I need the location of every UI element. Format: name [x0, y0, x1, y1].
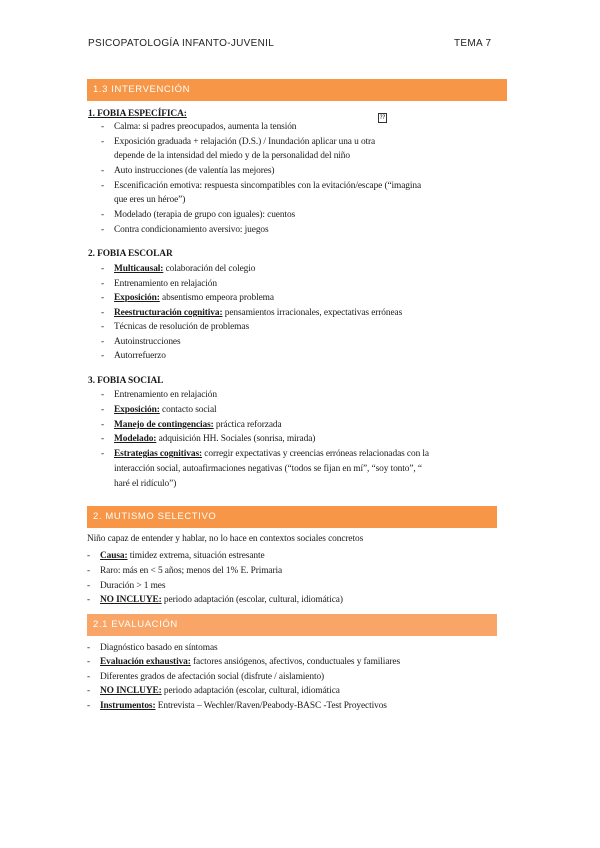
bullet-dash: - [87, 672, 91, 682]
bullet-dash: - [101, 405, 105, 415]
item-term: Exposición: [114, 405, 160, 415]
item-text: práctica reforzada [213, 420, 282, 430]
item-text: colaboración del colegio [163, 264, 256, 274]
bullet-dash: - [101, 122, 105, 132]
bullet-dash: - [87, 643, 91, 653]
item-text: timidez extrema, situación estresante [127, 551, 265, 561]
bullet-dash: - [101, 322, 105, 332]
list-item [100, 657, 400, 668]
fobia-escolar-heading: 2. FOBIA ESCOLAR [88, 249, 173, 259]
item-term: NO INCLUYE: [100, 595, 162, 605]
list-item [100, 701, 387, 712]
bullet-dash: - [101, 264, 105, 274]
bullet-dash: - [101, 166, 105, 176]
item-term: Estrategias cognitivas: [114, 449, 203, 459]
list-item: Técnicas de resolución de problemas [114, 322, 249, 332]
list-item: Entrenamiento en relajación [114, 279, 217, 289]
list-item: Auto instrucciones (de valentía las mejores) [114, 166, 275, 176]
fobia-especifica-heading: 1. FOBIA ESPECÍFICA: [88, 109, 187, 119]
item-text: factores ansiógenos, afectivos, conductuales y familiares [190, 657, 401, 667]
item-term: Instrumentos: [100, 701, 156, 711]
bullet-dash: - [101, 449, 105, 459]
list-item [114, 264, 255, 275]
list-item: Entrenamiento en relajación [114, 390, 217, 400]
bullet-dash: - [101, 337, 105, 347]
bullet-dash: - [87, 551, 91, 561]
item-term: Evaluación exhaustiva: [100, 657, 191, 667]
bullet-dash: - [101, 351, 105, 361]
list-item [114, 420, 282, 431]
list-item: Duración > 1 mes [100, 581, 166, 591]
list-item [114, 405, 217, 416]
list-item: Autoinstrucciones [114, 337, 181, 347]
unit-label: TEMA 7 [454, 38, 492, 49]
list-item: Exposición graduada + relajación (D.S.) / Inundación aplicar una u otra [114, 137, 376, 147]
bullet-dash: - [87, 581, 91, 591]
bullet-dash: - [101, 293, 105, 303]
list-item: Raro: más en < 5 años; menos del 1% E. Primaria [100, 566, 283, 576]
item-text: Entrevista – Wechler/Raven/Peabody-BASC -Test Proyectivos [155, 701, 387, 711]
list-item [114, 293, 274, 304]
item-text: periodo adaptación (escolar, cultural, idiomática) [161, 595, 343, 605]
item-text: absentismo empeora problema [159, 293, 274, 303]
bullet-dash: - [101, 210, 105, 220]
bullet-dash: - [101, 390, 105, 400]
item-term: Reestructuración cognitiva: [114, 308, 223, 318]
list-item [100, 551, 265, 562]
list-item: Escenificación emotiva: respuesta sincompatibles con la evitación/escape (“imagina [114, 181, 422, 191]
list-item [100, 686, 340, 697]
section-intervencion-band: 1.3 INTERVENCIÓN [87, 79, 507, 101]
list-item [114, 308, 402, 319]
item-term: NO INCLUYE: [100, 686, 162, 696]
item-text: corregir expectativas y creencias erróneas relacionadas con la [202, 449, 429, 459]
list-item-continuation: haré el ridículo”) [114, 479, 177, 489]
section-mutismo-band: 2. MUTISMO SELECTIVO [87, 506, 497, 528]
item-term: Causa: [100, 551, 128, 561]
bullet-dash: - [87, 686, 91, 696]
bullet-dash: - [87, 701, 91, 711]
bullet-dash: - [101, 434, 105, 444]
list-item: Diferentes grados de afectación social (disfrute / aislamiento) [100, 672, 325, 682]
item-text: pensamientos irracionales, expectativas erróneas [222, 308, 403, 318]
list-item-continuation: interacción social, autoafirmaciones negativas (“todos se fijan en mí”, “soy tonto”, “ [114, 464, 422, 474]
list-item: Autorrefuerzo [114, 351, 166, 361]
list-item: Calma: si padres preocupados, aumenta la tensión [114, 122, 297, 132]
item-term: Multicausal: [114, 264, 164, 274]
item-text: adquisición HH. Sociales (sonrisa, mirada) [156, 434, 316, 444]
list-item [114, 434, 315, 445]
item-term: Manejo de contingencias: [114, 420, 214, 430]
bullet-dash: - [87, 595, 91, 605]
list-item: Diagnóstico basado en síntomas [100, 643, 218, 653]
list-item-continuation: que eres un héroe”) [114, 195, 186, 205]
list-item [114, 449, 429, 460]
missing-glyph-icon: ⁇ [379, 114, 386, 121]
list-item [100, 595, 343, 606]
bullet-dash: - [87, 566, 91, 576]
bullet-dash: - [101, 420, 105, 430]
item-text: contacto social [159, 405, 217, 415]
list-item: Contra condicionamiento aversivo: juegos [114, 225, 269, 235]
item-term: Exposición: [114, 293, 160, 303]
item-term: Modelado: [114, 434, 157, 444]
mutismo-intro: Niño capaz de entender y hablar, no lo hace en contextos sociales concretos [87, 534, 364, 544]
list-item: Modelado (terapia de grupo con iguales): cuentos [114, 210, 296, 220]
course-title: PSICOPATOLOGÍA INFANTO-JUVENIL [88, 38, 275, 49]
list-item-continuation: depende de la intensidad del miedo y de la personalidad del niño [114, 151, 350, 161]
section-evaluacion-band: 2.1 EVALUACIÓN [87, 614, 497, 636]
bullet-dash: - [101, 137, 105, 147]
fobia-social-heading: 3. FOBIA SOCIAL [88, 376, 164, 386]
bullet-dash: - [101, 225, 105, 235]
bullet-dash: - [101, 181, 105, 191]
item-text: periodo adaptación (escolar, cultural, idiomática [161, 686, 340, 696]
bullet-dash: - [101, 308, 105, 318]
bullet-dash: - [87, 657, 91, 667]
bullet-dash: - [101, 279, 105, 289]
